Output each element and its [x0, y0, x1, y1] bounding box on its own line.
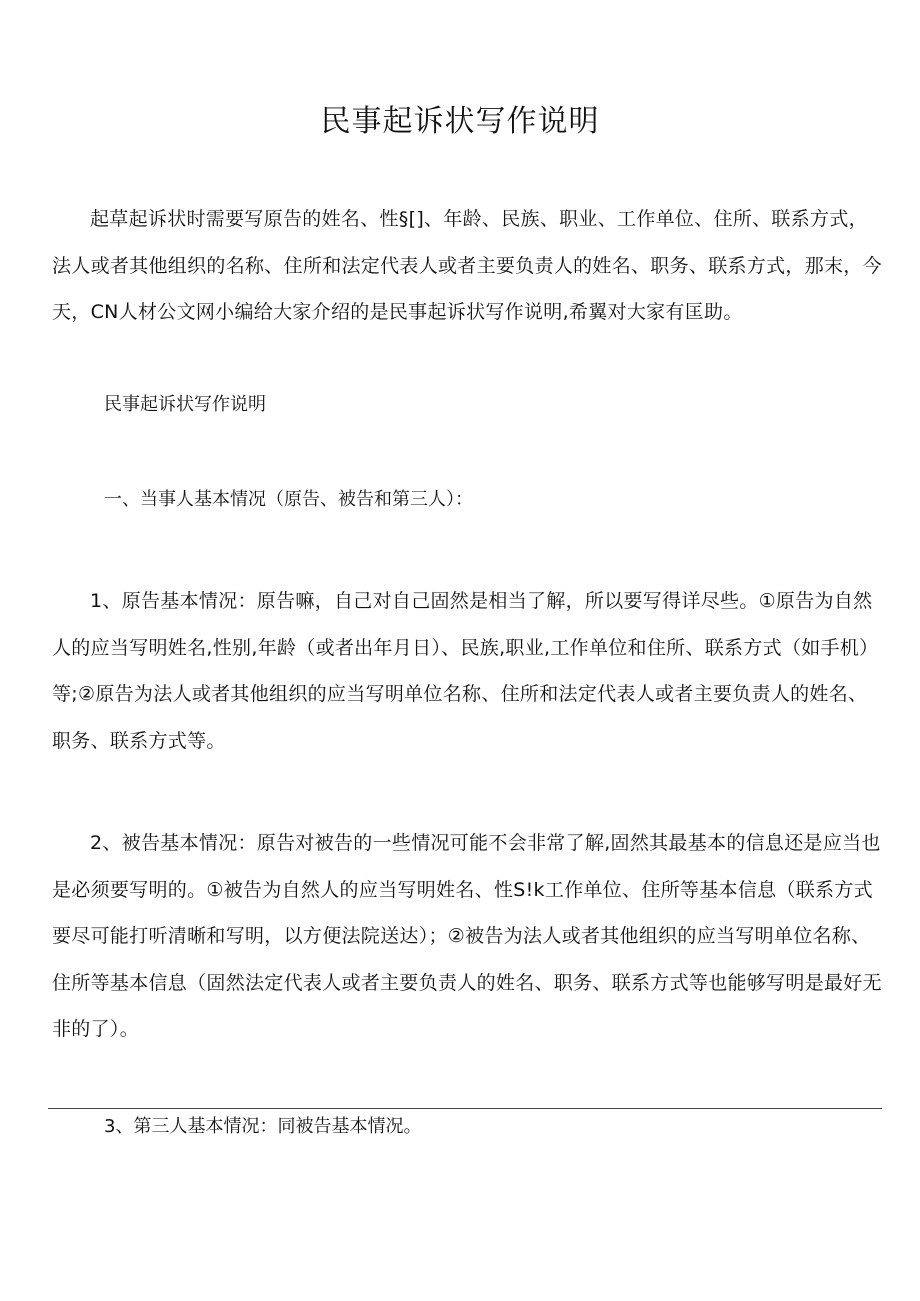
page-divider: [48, 1108, 882, 1109]
document-title: 民事起诉状写作说明: [320, 104, 600, 139]
subtitle: 民事起诉状写作说明: [104, 394, 266, 415]
item-plaintiff-paragraph: 1、原告基本情况：原告嘛，自己对自己固然是相当了解，所以要写得详尽些。①原告为自然人的应当写明姓名,性别,年龄（或者出年月日）、民族,职业,工作单位和住所、联系方式（如手机）等;②原告为法人或者其他组织的应当写明单位名称、住所和法定代表人或者主要负责人的姓名、职务、联系方式等。: [52, 590, 879, 752]
section-heading: 一、当事人基本情况（原告、被告和第三人）：: [104, 489, 473, 510]
item-defendant-paragraph: 2、被告基本情况：原告对被告的一些情况可能不会非常了解,固然其最基本的信息还是应当也是必须要写明的。①被告为自然人的应当写明姓名、性S!k工作单位、住所等基本信息（联系方式要尽可能打听清晰和写明，以方便法院送达）；②被告为法人或者其他组织的应当写明单位名称、住所等基本信息（固然法定代表人或者主要负责人的姓名、职务、联系方式等也能够写明是最好无非的了）。: [52, 832, 882, 1040]
intro-paragraph: 起草起诉状时需要写原告的姓名、性§[]、年龄、民族、职业、工作单位、住所、联系方式，法人或者其他组织的名称、住所和法定代表人或者主要负责人的姓名、职务、联系方式，那末，今天，CN人材公文网小编给大家介绍的是民事起诉状写作说明,希翼对大家有匡助。: [52, 208, 882, 323]
item-third-party-paragraph: 3、第三人基本情况：同被告基本情况。: [104, 1116, 422, 1137]
